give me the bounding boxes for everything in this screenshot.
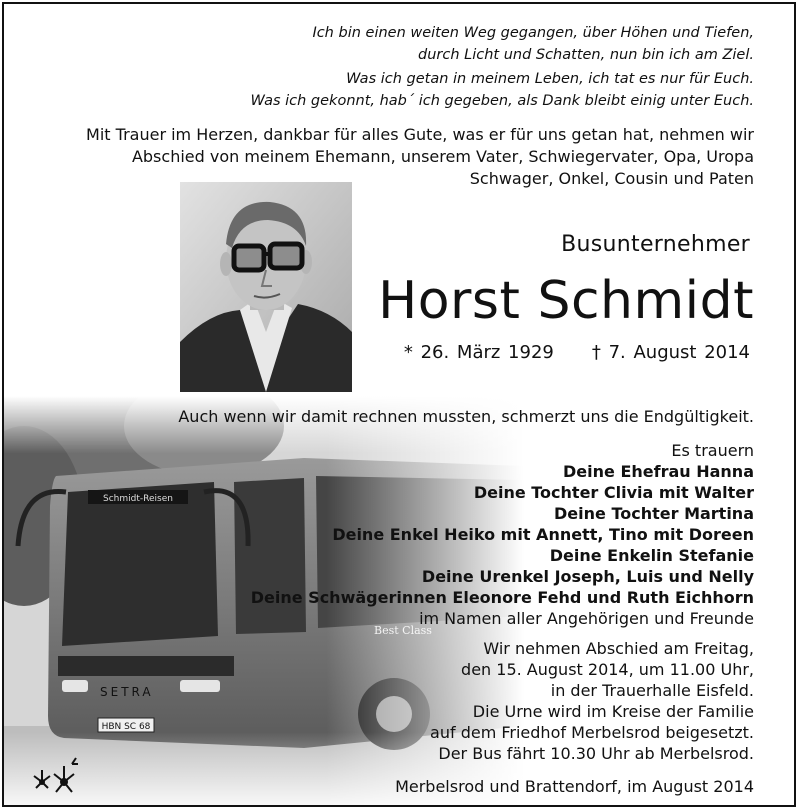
grief-sentence: Auch wenn wir damit rechnen mussten, schmerzt uns die Endgültigkeit. — [178, 407, 754, 426]
mourner-entry: Deine Tochter Martina — [554, 504, 754, 523]
floral-ornament-icon — [32, 752, 84, 796]
intro-line: Abschied von meinem Ehemann, unserem Vater, Schwiegervater, Opa, Uropa — [131, 147, 754, 166]
mourners-footer: im Namen aller Angehörigen und Freunde — [419, 609, 754, 628]
intro-text — [54, 124, 754, 190]
poem — [251, 22, 754, 112]
funeral-line: Die Urne wird im Kreise der Familie — [472, 702, 754, 721]
poem-line: Was ich gekonnt, hab´ ich gegeben, als Dank bleibt einig unter Euch. — [250, 93, 754, 109]
intro-line: Mit Trauer im Herzen, dankbar für alles Gute, was er für uns getan hat, nehmen wir — [86, 125, 754, 144]
portrait-photo — [180, 182, 352, 392]
mourner-entry: Deine Ehefrau Hanna — [563, 462, 754, 481]
mourner-entry: Deine Schwägerinnen Eleonore Fehd und Ruth Eichhorn — [250, 588, 754, 607]
deceased-name: Horst Schmidt — [378, 271, 754, 331]
funeral-line: den 15. August 2014, um 11.00 Uhr, — [461, 660, 754, 679]
mourner-entry: Deine Urenkel Joseph, Luis und Nelly — [421, 567, 754, 586]
funeral-line: Wir nehmen Abschied am Freitag, — [483, 639, 754, 658]
mourners-list — [251, 440, 754, 629]
funeral-line: in der Trauerhalle Eisfeld. — [550, 681, 754, 700]
funeral-line: auf dem Friedhof Merbelsrod beigesetzt. — [430, 723, 754, 742]
obituary-notice — [2, 2, 796, 807]
birth-date: * 26. März 1929 — [403, 342, 554, 363]
poem-line: Was ich getan in meinem Leben, ich tat es nur für Euch. — [346, 71, 754, 87]
closing-line: Merbelsrod und Brattendorf, im August 2014 — [395, 777, 754, 796]
mourner-entry: Deine Enkel Heiko mit Annett, Tino mit Doreen — [332, 525, 754, 544]
funeral-line: Der Bus fährt 10.30 Uhr ab Merbelsrod. — [438, 744, 754, 763]
mourners-heading: Es trauern — [671, 441, 754, 460]
mourner-entry: Deine Enkelin Stefanie — [549, 546, 754, 565]
poem-line: Ich bin einen weiten Weg gegangen, über Höhen und Tiefen, — [312, 25, 754, 41]
funeral-details — [430, 638, 754, 764]
intro-line: Schwager, Onkel, Cousin und Paten — [469, 169, 754, 188]
occupation: Busunternehmer — [561, 232, 750, 257]
mourner-entry: Deine Tochter Clivia mit Walter — [473, 483, 754, 502]
poem-line: durch Licht und Schatten, nun bin ich am Ziel. — [418, 47, 754, 63]
life-dates — [404, 342, 750, 363]
death-date: † 7. August 2014 — [591, 342, 750, 363]
